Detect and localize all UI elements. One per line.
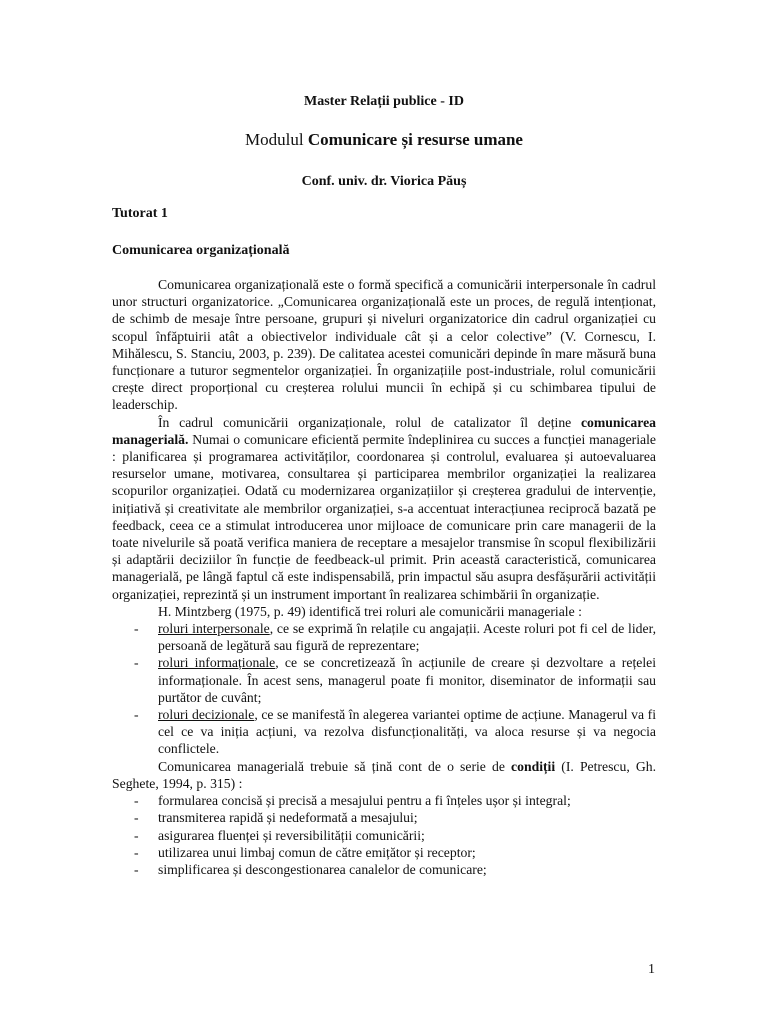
roles-list <box>112 620 656 758</box>
module-prefix: Modulul <box>245 130 308 149</box>
conditions-list <box>112 792 656 878</box>
author-line: Conf. univ. dr. Viorica Păuș <box>301 174 467 189</box>
paragraph-2-text-a: În cadrul comunicării organizaționale, rolul de catalizator îl deține <box>158 414 581 430</box>
paragraph-2 <box>112 414 656 603</box>
paragraph-4-text-a: Comunicarea managerială trebuie să țină cont de o serie de <box>158 758 512 774</box>
paragraph-4-bold: condiții <box>511 758 556 774</box>
body-text <box>112 276 656 878</box>
role-text: , ce se manifestă în alegerea variantei optime de acțiune. Managerul va fi cel ce va iniția acțiuni, va rezolva disfuncționalități, va aloca resurse și va negocia conflictele. <box>158 707 656 757</box>
module-title: Comunicare și resurse umane <box>307 130 523 149</box>
list-item: - asigurarea fluenței și reversibilității comunicării; <box>112 827 656 844</box>
role-term: roluri informaționale <box>158 655 276 671</box>
role-term: roluri interpersonale <box>158 621 270 637</box>
program-heading: Master Relații publice - ID <box>304 94 464 109</box>
paragraph-4-text-b: (I. Petrescu, Gh. Seghete, 1994, p. 315) : <box>112 758 657 791</box>
list-item: - utilizarea unui limbaj comun de către emițător și receptor; <box>112 844 656 861</box>
paragraph-2-bold: comunicarea managerială. <box>112 414 656 447</box>
module-heading <box>0 130 768 150</box>
role-term: roluri decizionale <box>158 707 255 723</box>
role-text: , ce se concretizează în acțiunile de creare și dezvoltare a rețelei informaționale. În acest sens, managerul poate fi monitor, diseminator de informații sau purtător de cuvânt; <box>158 655 656 705</box>
list-item <box>112 706 656 758</box>
list-item: - simplificarea și descongestionarea canalelor de comunicare; <box>112 861 656 878</box>
list-item <box>112 620 656 654</box>
paragraph-2-text-b: Numai o comunicare eficientă permite îndeplinirea cu succes a funcției manageriale : planificarea și programarea activităților, coordonarea și controlul, evaluarea și autoevaluarea resurselor umane, motivarea, consultarea și participarea membrilor organizației la realizarea scopurilor organizației. Odată cu modernizarea organizațiilor și creșterea gradului de intervenție, inițiativă și creativitate ale membrilor organizației, s-a accentuat interacțiunea reciprocă bazată pe feedback, ceea ce a stimulat introducerea unor mijloace de comunicare prin care managerii de la toate nivelurile să poată verifica maniera de receptare a mesajelor transmise în scopul flexibilizării și adaptării deciziilor în funcție de feedbeack-ul primit. Prin această caracteristică, comunicarea managerială, pe lângă faptul că este indispensabilă, prin impactul său asupra desfășurării activității organizației, reprezintă și un instrument important în realizarea schimbării în organizație. <box>112 431 656 602</box>
tutorat-heading: Tutorat 1 <box>112 206 168 221</box>
paragraph-1: Comunicarea organizațională este o formă specifică a comunicării interpersonale în cadrul unor structuri organizatorice. „Comunicarea organizațională este un proces, de regulă intenționat, de schimb de mesaje între persoane, grupuri și niveluri organizatorice din cadrul organizației cu scopul înfăptuirii atât a obiectivelor individuale cât și a celor colective” (V. Cornescu, I. Mihălescu, S. Stanciu, 2003, p. 239). De calitatea acestei comunicări depinde în mare măsură buna funcționare a tuturor segmentelor organizației. În organizațiile post-industriale, rolul comunicării crește direct proporțional cu creșterea rolului muncii în echipă și cu schimbarea tipului de leaderschip. <box>112 277 656 413</box>
page-number: 1 <box>648 962 655 977</box>
role-text: , ce se exprimă în relațile cu angajații. Aceste roluri pot fi cel de lider, persoană de legătură sau figură de reprezentare; <box>158 621 657 654</box>
paragraph-4 <box>112 758 656 792</box>
paragraph-3: H. Mintzberg (1975, p. 49) identifică trei roluri ale comunicării manageriale : <box>158 603 582 619</box>
section-title: Comunicarea organizațională <box>112 243 290 258</box>
list-item: - transmiterea rapidă și nedeformată a mesajului; <box>112 809 656 826</box>
list-item <box>112 654 656 706</box>
list-item: - formularea concisă și precisă a mesajului pentru a fi înțeles ușor și integral; <box>112 792 656 809</box>
